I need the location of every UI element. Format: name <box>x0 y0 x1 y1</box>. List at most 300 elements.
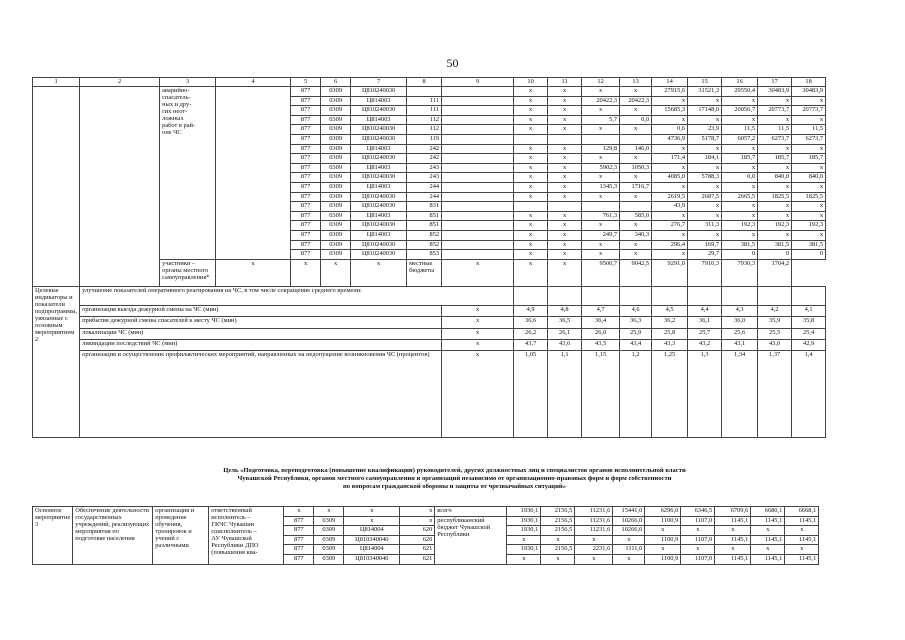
table-cell: x <box>400 516 435 526</box>
table-cell: 1345,3 <box>582 182 620 192</box>
indicator-value: 43,1 <box>722 339 758 350</box>
table-cell: x <box>722 144 758 154</box>
table-cell: 0309 <box>321 230 351 240</box>
table-cell: x <box>514 221 548 231</box>
table-cell: 0,6 <box>652 125 688 135</box>
table-cell: Ц810240030 <box>351 134 407 144</box>
table-cell: 877 <box>291 115 321 125</box>
indicator-value: 36,4 <box>582 317 620 328</box>
table-cell: x <box>722 163 758 173</box>
table-cell: x <box>792 96 826 106</box>
activity-label <box>160 87 216 260</box>
table-cell: 111 <box>407 106 442 116</box>
table-cell: 17148,0 <box>688 106 722 116</box>
table-cell: x <box>344 516 400 526</box>
table-cell: 0309 <box>321 202 351 212</box>
table-cell: 585,0 <box>620 211 652 221</box>
table-cell: 5788,3 <box>688 173 722 183</box>
table-cell: 6057,2 <box>722 134 758 144</box>
table-cell: 0309 <box>314 545 344 555</box>
indicator-mark: x <box>442 350 514 437</box>
table-cell: 761,3 <box>582 211 620 221</box>
table-cell: x <box>620 250 652 260</box>
table-cell: 6273,7 <box>758 134 792 144</box>
activity-label-line: ложных <box>162 115 184 122</box>
table-cell: x <box>442 259 514 286</box>
table-cell: Ц810340040 <box>344 554 400 564</box>
table-cell: 244 <box>407 192 442 202</box>
table-cell: 9291,0 <box>652 259 688 286</box>
table-cell: 29,7 <box>688 250 722 260</box>
table-cell: x <box>548 154 582 164</box>
table-cell: x <box>722 202 758 212</box>
table-cell: 877 <box>291 221 321 231</box>
table-cell: 1100,9 <box>645 535 681 545</box>
table-cell: Ц810340040 <box>344 535 400 545</box>
table-cell: 9500,7 <box>582 259 620 286</box>
table-cell: 0309 <box>321 96 351 106</box>
table-cell: 11231,6 <box>575 507 613 517</box>
table-cell: x <box>582 154 620 164</box>
responsible-line: исполнитель – <box>211 514 251 521</box>
table-cell: x <box>548 173 582 183</box>
table-cell: x <box>652 250 688 260</box>
table-cell: 877 <box>291 240 321 250</box>
table-cell: x <box>575 554 613 564</box>
table-cell: Ц814004 <box>344 526 400 536</box>
table-cell: Ц810240030 <box>351 240 407 250</box>
indicator-value: 1,34 <box>722 350 758 437</box>
table-cell: x <box>548 221 582 231</box>
indicator-value: 36,1 <box>688 317 722 328</box>
budget-table <box>32 77 826 438</box>
table-cell: 877 <box>284 526 314 536</box>
indicator-value: 1,05 <box>514 350 548 437</box>
table-cell: x <box>758 182 792 192</box>
participants-label: участники – органы местного самоуправления* <box>160 259 216 286</box>
indicator-value: 43,5 <box>582 339 620 350</box>
table-cell: x <box>722 115 758 125</box>
table-cell: x <box>792 230 826 240</box>
activity-label-line: гих неот- <box>162 108 188 115</box>
table-cell: x <box>514 115 548 125</box>
table-cell: 169,7 <box>688 240 722 250</box>
table-cell: 0309 <box>321 221 351 231</box>
table-cell: Ц814003 <box>351 211 407 221</box>
goal-heading <box>32 467 877 492</box>
table-cell: x <box>541 554 575 564</box>
indicator-row <box>33 306 826 317</box>
table-cell: 1145,1 <box>715 516 751 526</box>
table-cell: x <box>514 96 548 106</box>
indicator-value: 25,7 <box>688 328 722 339</box>
table-cell: 7930,3 <box>722 259 758 286</box>
table-cell: 877 <box>291 106 321 116</box>
table-cell: x <box>688 202 722 212</box>
table-cell: x <box>548 259 582 286</box>
table-cell: 296,4 <box>652 240 688 250</box>
event-number: Основное мероприятие 3 <box>33 507 73 565</box>
table-cell: x <box>344 507 400 517</box>
table-cell: 877 <box>284 535 314 545</box>
table-cell: 171,4 <box>652 154 688 164</box>
table-cell: x <box>314 507 344 517</box>
empty-cell <box>688 286 722 306</box>
table-cell: 2619,5 <box>652 192 688 202</box>
indicator-value: 1,15 <box>582 350 620 437</box>
empty-cell <box>216 87 291 260</box>
table-cell: 340,3 <box>620 230 652 240</box>
table-cell: 11,5 <box>792 125 826 135</box>
table-cell: x <box>715 545 751 555</box>
table-cell: x <box>514 240 548 250</box>
table-cell: x <box>548 163 582 173</box>
empty-cell <box>80 87 160 287</box>
table-cell: x <box>681 545 715 555</box>
table-cell: 1825,5 <box>792 192 826 202</box>
table-cell: 877 <box>291 173 321 183</box>
indicator-value: 43,2 <box>688 339 722 350</box>
table-cell: 6668,1 <box>785 507 819 517</box>
table-cell: x <box>620 192 652 202</box>
table-cell: Ц810240030 <box>351 125 407 135</box>
table-cell: 877 <box>291 192 321 202</box>
table-cell: x <box>792 115 826 125</box>
column-number: 17 <box>758 78 792 87</box>
table-cell: 877 <box>291 134 321 144</box>
table-cell: 7910,3 <box>688 259 722 286</box>
table-cell: 877 <box>291 230 321 240</box>
indicator-mark: x <box>442 328 514 339</box>
indicator-value: 4,4 <box>688 306 722 317</box>
column-number: 2 <box>80 78 160 87</box>
indicator-row <box>33 339 826 350</box>
table-cell: 20773,7 <box>792 106 826 116</box>
table-cell <box>548 134 582 144</box>
table-cell: 276,7 <box>652 221 688 231</box>
table-cell: x <box>514 192 548 202</box>
table-cell: 877 <box>291 125 321 135</box>
empty-cell <box>582 286 620 306</box>
table-cell: x <box>548 106 582 116</box>
table-cell: 381,5 <box>792 240 826 250</box>
empty-cell <box>792 286 826 306</box>
table-cell: 43,9 <box>652 202 688 212</box>
column-number: 9 <box>442 78 514 87</box>
table-cell: 1716,7 <box>620 182 652 192</box>
table-cell: 1825,5 <box>758 192 792 202</box>
table-cell: 11,5 <box>758 125 792 135</box>
indicator-value: 35,9 <box>758 317 792 328</box>
column-number: 13 <box>620 78 652 87</box>
table-cell: 877 <box>291 154 321 164</box>
column-number: 1 <box>33 78 80 87</box>
table-cell: 243 <box>407 163 442 173</box>
column-number: 14 <box>652 78 688 87</box>
empty-cell <box>442 192 514 202</box>
table-cell: x <box>514 211 548 221</box>
table-cell: x <box>758 115 792 125</box>
table-cell: 0309 <box>314 554 344 564</box>
table-cell: x <box>792 202 826 212</box>
table-cell: x <box>514 154 548 164</box>
table-cell: 0309 <box>321 115 351 125</box>
table-cell: 1930,1 <box>507 545 541 555</box>
table-cell: x <box>321 259 351 286</box>
table-cell: 851 <box>407 211 442 221</box>
funding-source: местные бюджеты <box>407 259 442 286</box>
indicator-value: 1,1 <box>548 350 582 437</box>
table-cell: x <box>620 221 652 231</box>
table-cell: x <box>722 182 758 192</box>
table-cell: x <box>652 115 688 125</box>
empty-cell <box>442 163 514 173</box>
table-cell: 5178,7 <box>688 134 722 144</box>
table-cell: x <box>541 535 575 545</box>
empty-cell <box>620 286 652 306</box>
column-number: 12 <box>582 78 620 87</box>
table-cell: 0309 <box>321 250 351 260</box>
table-cell: Ц810240030 <box>351 87 407 97</box>
indicator-value: 35,8 <box>792 317 826 328</box>
table-cell: x <box>758 230 792 240</box>
table-cell: Ц810240030 <box>351 173 407 183</box>
table-cell: x <box>758 211 792 221</box>
table-cell: 9042,5 <box>620 259 652 286</box>
column-number: 4 <box>216 78 291 87</box>
table-cell: 877 <box>291 211 321 221</box>
indicator-value: 43,3 <box>652 339 688 350</box>
table-cell: 852 <box>407 240 442 250</box>
table-cell: 146,0 <box>620 144 652 154</box>
table-cell: 5,7 <box>582 115 620 125</box>
table-cell: x <box>785 526 819 536</box>
table-cell: 4736,9 <box>652 134 688 144</box>
table-cell: x <box>507 535 541 545</box>
activity-label-line: ных и дру- <box>162 101 192 108</box>
indicator-value: 25,6 <box>722 328 758 339</box>
table-cell: x <box>514 163 548 173</box>
table-cell: x <box>722 96 758 106</box>
indicator-value: 43,0 <box>758 339 792 350</box>
table-cell: x <box>652 182 688 192</box>
table-cell: x <box>758 163 792 173</box>
table-cell: 877 <box>291 202 321 212</box>
empty-cell <box>442 173 514 183</box>
table-cell: 0 <box>722 250 758 260</box>
event3-table <box>32 506 819 565</box>
indicator-mark: x <box>442 306 514 317</box>
table-cell <box>620 202 652 212</box>
empty-cell <box>758 286 792 306</box>
table-cell: x <box>620 87 652 97</box>
indicator-name: прибытия дежурной смены спасателей к месту ЧС (мин) <box>80 317 442 328</box>
table-cell: Ц814003 <box>351 96 407 106</box>
table-cell: x <box>688 96 722 106</box>
table-cell: x <box>645 526 681 536</box>
table-cell: x <box>751 526 785 536</box>
table-cell: 877 <box>284 516 314 526</box>
indicator-value: 1,3 <box>688 350 722 437</box>
column-number: 8 <box>407 78 442 87</box>
table-cell: 0 <box>792 250 826 260</box>
table-cell: Ц810240030 <box>351 192 407 202</box>
table-cell: 6273,7 <box>792 134 826 144</box>
table-cell: x <box>548 230 582 240</box>
empty-cell <box>442 250 514 260</box>
responsible-line: Республики ДПО <box>211 542 259 549</box>
table-cell: Ц814003 <box>351 115 407 125</box>
table-cell: x <box>620 154 652 164</box>
table-cell: 1145,1 <box>715 535 751 545</box>
table-cell: 20422,3 <box>582 96 620 106</box>
indicator-mark: x <box>442 339 514 350</box>
responsible-line: ГКЧС Чувашии <box>211 521 255 528</box>
empty-cell <box>548 286 582 306</box>
indicator-value: 36,6 <box>514 317 548 328</box>
indicator-value: 4,9 <box>514 306 548 317</box>
column-number: 6 <box>321 78 351 87</box>
table-cell: Ц810240030 <box>351 250 407 260</box>
table-cell: x <box>688 115 722 125</box>
indicator-value: 26,0 <box>582 328 620 339</box>
table-cell: 6296,0 <box>645 507 681 517</box>
empty-cell <box>442 221 514 231</box>
table-cell: x <box>758 144 792 154</box>
table-cell: 10266,0 <box>613 526 645 536</box>
table-cell: x <box>514 87 548 97</box>
table-cell: 249,7 <box>582 230 620 240</box>
table-cell: 1107,0 <box>681 554 715 564</box>
table-cell: x <box>575 535 613 545</box>
responsible-line: соисполнитель – <box>211 528 257 535</box>
table-cell: x <box>688 182 722 192</box>
table-cell: 2156,5 <box>541 526 575 536</box>
indicators-intro: улучшение показателей оперативного реагирования на ЧС, в том числе сокращение среднего времени: <box>80 286 514 306</box>
table-cell: x <box>582 240 620 250</box>
table-cell: Ц810240030 <box>351 154 407 164</box>
indicator-value: 43,7 <box>514 339 548 350</box>
column-number: 18 <box>792 78 826 87</box>
table-cell: 129,8 <box>582 144 620 154</box>
table-cell: 0,0 <box>722 173 758 183</box>
table-cell: 0309 <box>321 87 351 97</box>
indicator-value: 25,8 <box>652 328 688 339</box>
activity-label-line: работ в рай- <box>162 122 196 129</box>
table-cell: x <box>548 125 582 135</box>
table-cell: 185,7 <box>722 154 758 164</box>
table-cell: Ц810240030 <box>351 106 407 116</box>
table-cell <box>514 134 548 144</box>
empty-cell <box>442 154 514 164</box>
empty-cell <box>514 286 548 306</box>
indicator-value: 26,1 <box>548 328 582 339</box>
indicator-value: 25,9 <box>620 328 652 339</box>
funding-source: республиканский бюджет Чувашской Республики <box>435 516 507 564</box>
table-cell: x <box>514 259 548 286</box>
table-cell: 0309 <box>321 106 351 116</box>
table-cell <box>407 87 442 97</box>
table-cell: x <box>620 106 652 116</box>
empty-cell <box>442 182 514 192</box>
table-cell: 6709,6 <box>715 507 751 517</box>
table-cell: x <box>645 545 681 555</box>
activity-label-line: спасатель- <box>162 94 191 101</box>
page-number: 50 <box>446 56 459 70</box>
table-cell: 381,5 <box>722 240 758 250</box>
table-cell: 0309 <box>321 240 351 250</box>
table-cell: x <box>514 125 548 135</box>
table-cell: 1100,9 <box>645 554 681 564</box>
table-cell: 381,5 <box>758 240 792 250</box>
indicator-value: 36,2 <box>652 317 688 328</box>
table-cell: 831 <box>407 202 442 212</box>
table-cell: 185,7 <box>792 154 826 164</box>
table-cell: x <box>715 526 751 536</box>
table-cell: 1145,1 <box>785 535 819 545</box>
table-cell: x <box>216 259 291 286</box>
table-cell: 27915,6 <box>652 87 688 97</box>
goal-line: Чувашской Республики, органов местного самоуправления и организаций независимо от организационно-правовых форм и форм собственности <box>237 475 672 483</box>
table-cell: x <box>582 221 620 231</box>
indicator-value: 4,7 <box>582 306 620 317</box>
indicator-value: 43,4 <box>620 339 652 350</box>
table-cell: x <box>514 144 548 154</box>
table-cell: 1050,3 <box>620 163 652 173</box>
table-cell: x <box>792 182 826 192</box>
indicator-value: 4,6 <box>620 306 652 317</box>
empty-cell <box>442 202 514 212</box>
table-cell: x <box>351 259 407 286</box>
table-cell: x <box>548 250 582 260</box>
table-cell: 30483,9 <box>792 87 826 97</box>
table-cell <box>582 134 620 144</box>
event-title: Обеспечение деятельности государственных учреждений, реализующих мероприятия по подготовке населения <box>73 507 153 565</box>
table-cell: x <box>582 250 620 260</box>
table-cell: Ц814003 <box>351 163 407 173</box>
column-number: 5 <box>291 78 321 87</box>
indicator-value: 1,4 <box>792 350 826 437</box>
indicator-value: 4,2 <box>758 306 792 317</box>
table-cell: x <box>514 182 548 192</box>
table-cell: x <box>758 96 792 106</box>
table-cell: x <box>582 192 620 202</box>
table-cell: 2156,5 <box>541 516 575 526</box>
empty-cell <box>652 286 688 306</box>
header-row <box>33 78 826 87</box>
table-cell: 192,3 <box>758 221 792 231</box>
empty-cell <box>442 144 514 154</box>
indicator-value: 42,9 <box>792 339 826 350</box>
indicator-value: 43,6 <box>548 339 582 350</box>
table-cell: 11231,6 <box>575 526 613 536</box>
table-cell: x <box>548 211 582 221</box>
table-cell: 0309 <box>321 173 351 183</box>
table-cell <box>514 202 548 212</box>
table-cell: 20056,7 <box>722 106 758 116</box>
activity-label-line: аварийно- <box>162 87 190 94</box>
column-number: 3 <box>160 78 216 87</box>
table-cell: 30483,9 <box>758 87 792 97</box>
table-cell: 877 <box>291 144 321 154</box>
empty-cell <box>442 211 514 221</box>
table-cell: 1145,1 <box>785 516 819 526</box>
table-cell: 840,0 <box>792 173 826 183</box>
table-cell: 1111,0 <box>613 545 645 555</box>
table-cell: 1930,1 <box>507 526 541 536</box>
event-activity: организация и проведение обучения, тренировок и учений с различными <box>153 507 209 565</box>
table-cell: x <box>514 230 548 240</box>
